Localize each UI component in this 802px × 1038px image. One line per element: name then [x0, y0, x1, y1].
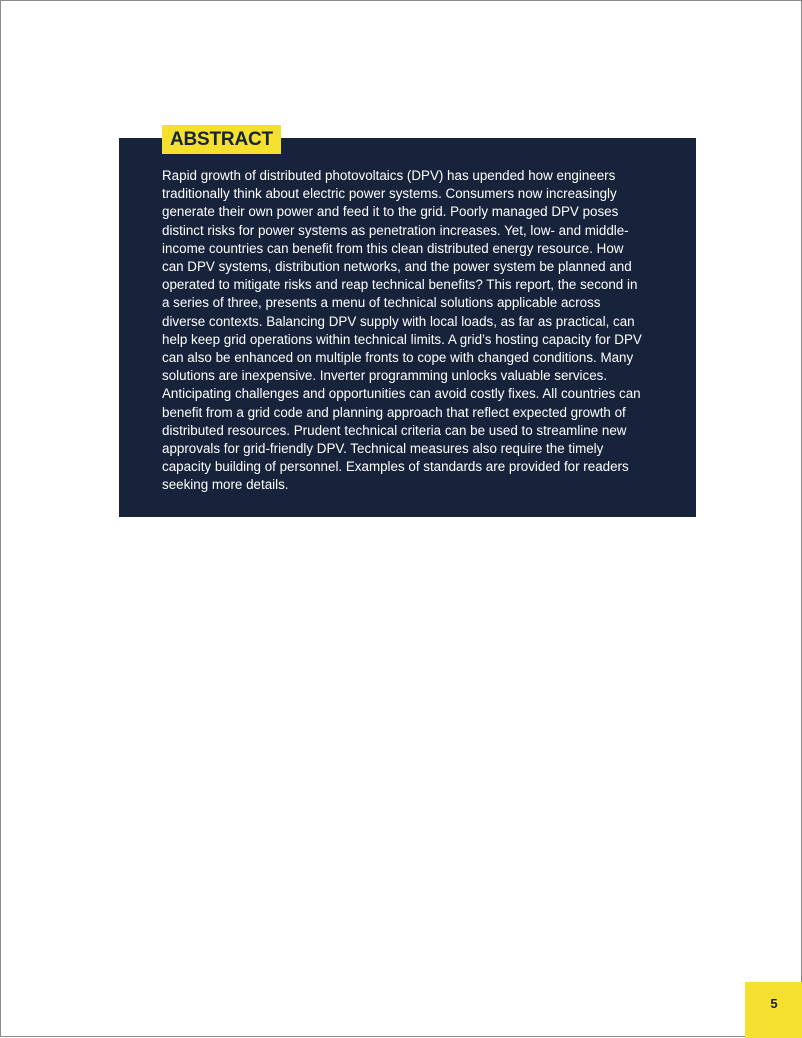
abstract-body: Rapid growth of distributed photovoltaics (DPV) has upended how engineers traditionally think about electric power systems. Consumers now increasingly generate their own power and feed it to the grid. Poorly managed DPV poses distinct risks for power systems as penetration increases. Yet, low- and middle-income countries can benefit from this clean distributed energy resource. How can DPV systems, distribution networks, and the power system be planned and operated to mitigate risks and reap technical benefits? This report, the second in a series of three, presents a menu of technical solutions applicable across diverse contexts. Balancing DPV supply with local loads, as far as practical, can help keep grid operations within technical limits. A grid’s hosting capacity for DPV can also be enhanced on multiple fronts to cope with changed conditions. Many solutions are inexpensive. Inverter programming unlocks valuable services. Anticipating challenges and opportunities can avoid costly fixes. All countries can benefit from a grid code and planning approach that reflect expected growth of distributed resources. Prudent technical criteria can be used to streamline new approvals for grid-friendly DPV. Technical measures also require the timely capacity building of personnel. Examples of standards are provided for readers seeking more details.: [162, 168, 642, 493]
page-number: 5: [770, 996, 778, 1011]
abstract-heading: ABSTRACT: [162, 125, 281, 154]
page-number-tab: [745, 982, 802, 1038]
